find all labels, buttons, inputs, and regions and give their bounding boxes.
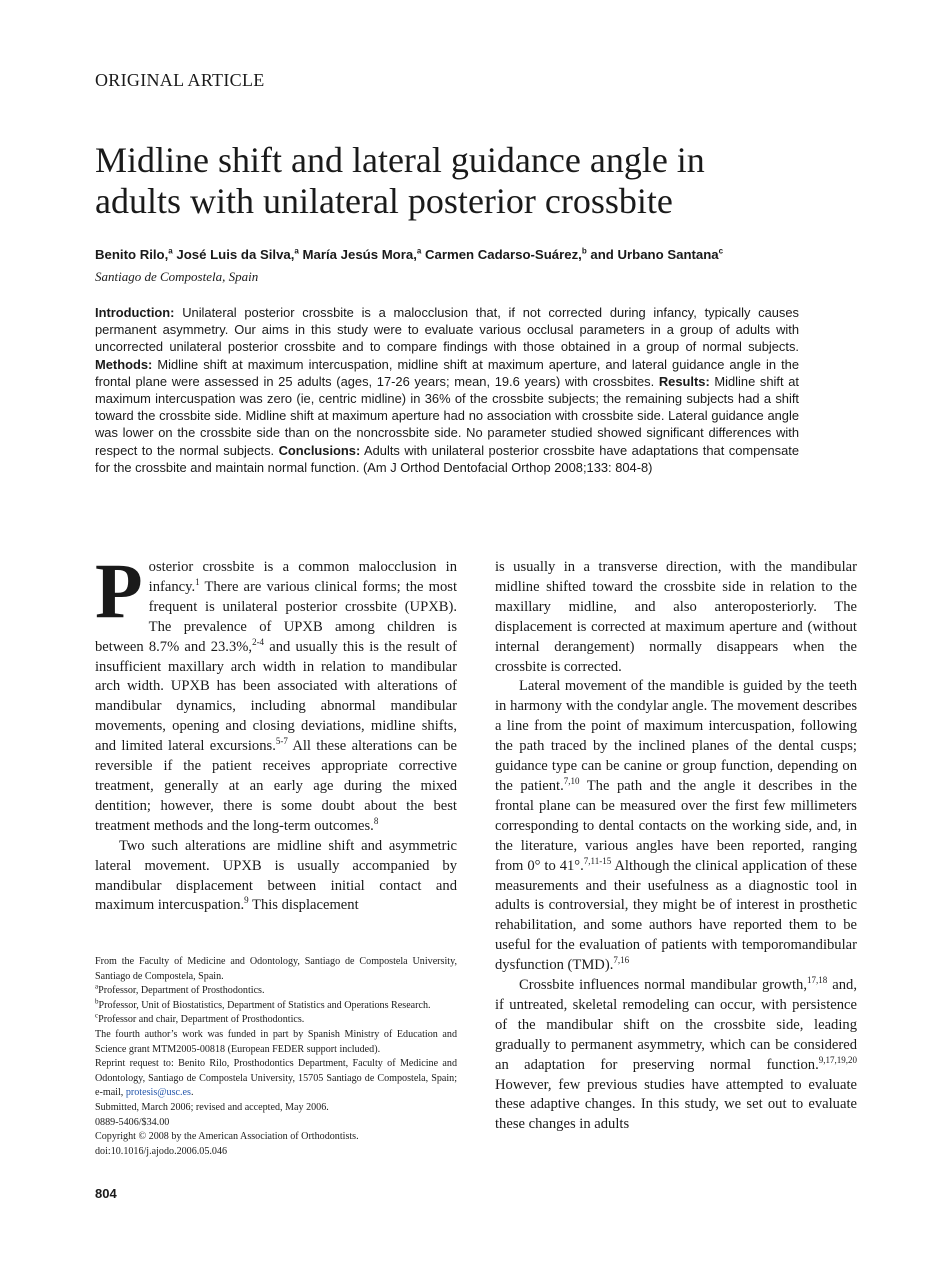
abstract-intro-text: Unilateral posterior crossbite is a malocclusion that, if not corrected during infancy, typically causes permanent asymmetry. Our aims in this study were to evaluate various occlusal parameters in a group of adults with uncorrected unilateral posterior crossbite and to compare findings with those obtained in a group of normal subjects.: [95, 305, 799, 355]
title-line-2: adults with unilateral posterior crossbite: [95, 181, 673, 221]
body-text: Although the clinical application of these measurements and their usefulness as a diagnostic tool in adults is controversial, they might be of interest in prosthetic rehabilitation, and some authors have reported them to be useful for the evaluation of patients with temporomandibular dysfunction (TMD).: [495, 857, 857, 974]
body-text: However, few previous studies have attempted to evaluate these adaptive changes. In this study, we set out to evaluate these changes in adults: [495, 1076, 857, 1133]
citation-ref[interactable]: 8: [373, 815, 379, 826]
abstract-methods-text: Midline shift at maximum intercuspation, midline shift at maximum aperture, and lateral guidance angle in the frontal plane were assessed in 25 adults (ages, 17-26 years; mean, 19.6 years) with crossbites.: [95, 356, 799, 389]
footnote-text: Professor, Department of Prosthodontics.: [98, 985, 265, 997]
author-name: Carmen Cadarso-Suárez,: [425, 247, 582, 262]
abstract-results-text: Midline shift at maximum intercuspation was zero (ie, centric midline) in 36% of the crossbite subjects; the remaining subjects had a shift toward the crossbite side. Midline shift at maximum aperture had no association with crossbite side. Lateral guidance angle was lower on the crossbite side than on the noncrossbite side. No parameter studied showed significant differences with respect to the normal subjects.: [95, 373, 799, 458]
body-text: and usually this is the result of insufficient maxillary arch width in relation to mandibular arch width. UPXB has been associated with alterations of mandibular dynamics, including abnormal mandibular movements, opening and closing deviations, midline shifts, and limited lateral excursions.: [95, 638, 457, 755]
citation-ref[interactable]: 7,10: [563, 776, 580, 787]
citation-ref[interactable]: 7,11-15: [583, 855, 612, 866]
author-name: María Jesús Mora,: [302, 247, 417, 262]
body-text: Lateral movement of the mandible is guided by the teeth in harmony with the condylar angle. The movement describes a line from the point of maximum intercuspation, following the path traced by the inclined planes of the dental cusps; guidance type can be canine or group function, depending on the patient.: [495, 678, 857, 794]
body-text: The path and the angle it describes in the frontal plane can be measured over the first few millimeters corresponding to dental contacts on the working side, and, in the literature, various angles have been reported, ranging from 0° to 41°.: [495, 777, 857, 874]
body-text: Two such alterations are midline shift and asymmetric lateral movement. UPXB is usually accompanied by mandibular displacement between initial contact and maximum intercuspation.: [95, 837, 457, 914]
affiliation-mark: b: [95, 997, 99, 1006]
author-list: [95, 247, 875, 262]
footnote-copyright: Copyright © 2008 by the American Association of Orthodontists.: [95, 1131, 359, 1143]
abstract: [95, 304, 799, 476]
body-column-left: [95, 547, 457, 916]
affiliation-mark: a: [168, 246, 173, 256]
author-name: Benito Rilo,: [95, 247, 169, 262]
affiliation-mark: a: [95, 982, 99, 991]
footnote-text: Reprint request to: Benito Rilo, Prosthodontics Department, Faculty of Medicine and Odontology, Santiago de Compostela University, 15705 Santiago de Compostela, Spain; e-mail,: [95, 1058, 457, 1099]
abstract-conclusions-label: Conclusions:: [278, 442, 361, 458]
footnote-text: Professor and chair, Department of Prosthodontics.: [98, 1014, 305, 1026]
body-paragraph: [95, 547, 457, 837]
body-text: and, if untreated, skeletal remodeling can occur, with persistence of the mandibular shift on the crossbite side, leading gradually to permanent asymmetry, which can be considered an adaptation for preserving normal function.: [495, 977, 857, 1073]
footnote-reprint: [95, 1057, 457, 1101]
body-column-right: [495, 558, 857, 1135]
citation-ref[interactable]: 2-4: [252, 636, 265, 647]
body-text: Crossbite influences normal mandibular growth,: [519, 977, 807, 994]
affiliation-mark: a: [416, 246, 422, 256]
footnote-text: .: [190, 1087, 194, 1099]
email-link[interactable]: protesis@usc.es: [125, 1087, 191, 1099]
body-text: There are various clinical forms; the most frequent is unilateral posterior crossbite (UPXB). The prevalence of UPXB among children is between 8.7% and 23.3%,: [95, 578, 457, 655]
article-title: [95, 140, 875, 222]
footnote-affiliation-a: [95, 984, 457, 999]
footnote-affiliation-c: [95, 1013, 457, 1028]
footnote-affiliation-b: [95, 999, 457, 1014]
footnote-from: From the Faculty of Medicine and Odontology, Santiago de Compostela University, Santiago de Compostela, Spain.: [95, 956, 457, 982]
citation-ref[interactable]: 17,18: [807, 975, 828, 986]
affiliation-mark: c: [718, 246, 724, 256]
author-location: Santiago de Compostela, Spain: [95, 269, 259, 284]
body-paragraph: [495, 677, 857, 976]
body-paragraph: [495, 976, 857, 1135]
footnote-text: Professor, Unit of Biostatistics, Department of Statistics and Operations Research.: [98, 999, 431, 1011]
footnote-funding: The fourth author’s work was funded in part by Spanish Ministry of Education and Science grant MTM2005-00818 (European FEDER support included).: [95, 1028, 457, 1055]
body-paragraph: [95, 837, 457, 917]
body-text: This displacement: [248, 897, 359, 914]
citation-ref[interactable]: 9: [244, 895, 249, 906]
citation-ref[interactable]: 1: [195, 577, 200, 588]
drop-cap: P: [95, 547, 143, 634]
body-text: All these alterations can be reversible if the patient receives appropriate corrective treatment, generally at an early age during the mixed dentition; however, there is some doubt about the best treatment methods and the long-term outcomes.: [95, 738, 457, 834]
body-text: osterior crossbite is a common malocclusion in infancy.: [148, 559, 457, 595]
abstract-conclusions-text: Adults with unilateral posterior crossbite have adaptations that compensate for the crossbite and maintain normal function. (Am J Orthod Dentofacial Orthop 2008;133: 804-8): [95, 442, 799, 475]
body-paragraph: is usually in a transverse direction, with the mandibular midline shifted toward the crossbite side in relation to the maxillary midline, and also anteroposteriorly. The displacement is corrected at maximum aperture and (without internal derangement) normally disappears when the crossbite is corrected.: [495, 559, 857, 675]
affiliation-mark: b: [581, 246, 587, 256]
article-footnotes: [95, 955, 457, 1159]
citation-ref[interactable]: 7,16: [613, 955, 630, 966]
section-label: ORIGINAL ARTICLE: [95, 70, 265, 90]
footnote-issn: 0889-5406/$34.00: [95, 1116, 170, 1128]
abstract-intro-label: Introduction:: [95, 305, 175, 320]
citation-ref[interactable]: 5-7: [275, 736, 288, 747]
footnote-submitted: Submitted, March 2006; revised and accepted, May 2006.: [95, 1101, 329, 1113]
abstract-results-label: Results:: [658, 373, 710, 389]
footnote-doi: doi:10.1016/j.ajodo.2006.05.046: [95, 1145, 228, 1157]
affiliation-mark: a: [294, 246, 299, 256]
author-name: José Luis da Silva,: [176, 247, 295, 262]
author-name: and Urbano Santana: [590, 247, 719, 262]
abstract-methods-label: Methods:: [95, 356, 153, 372]
page-number: 804: [95, 1186, 117, 1201]
affiliation-mark: c: [95, 1012, 99, 1021]
title-line-1: Midline shift and lateral guidance angle in: [95, 140, 705, 180]
citation-ref[interactable]: 9,17,19,20: [818, 1054, 857, 1065]
